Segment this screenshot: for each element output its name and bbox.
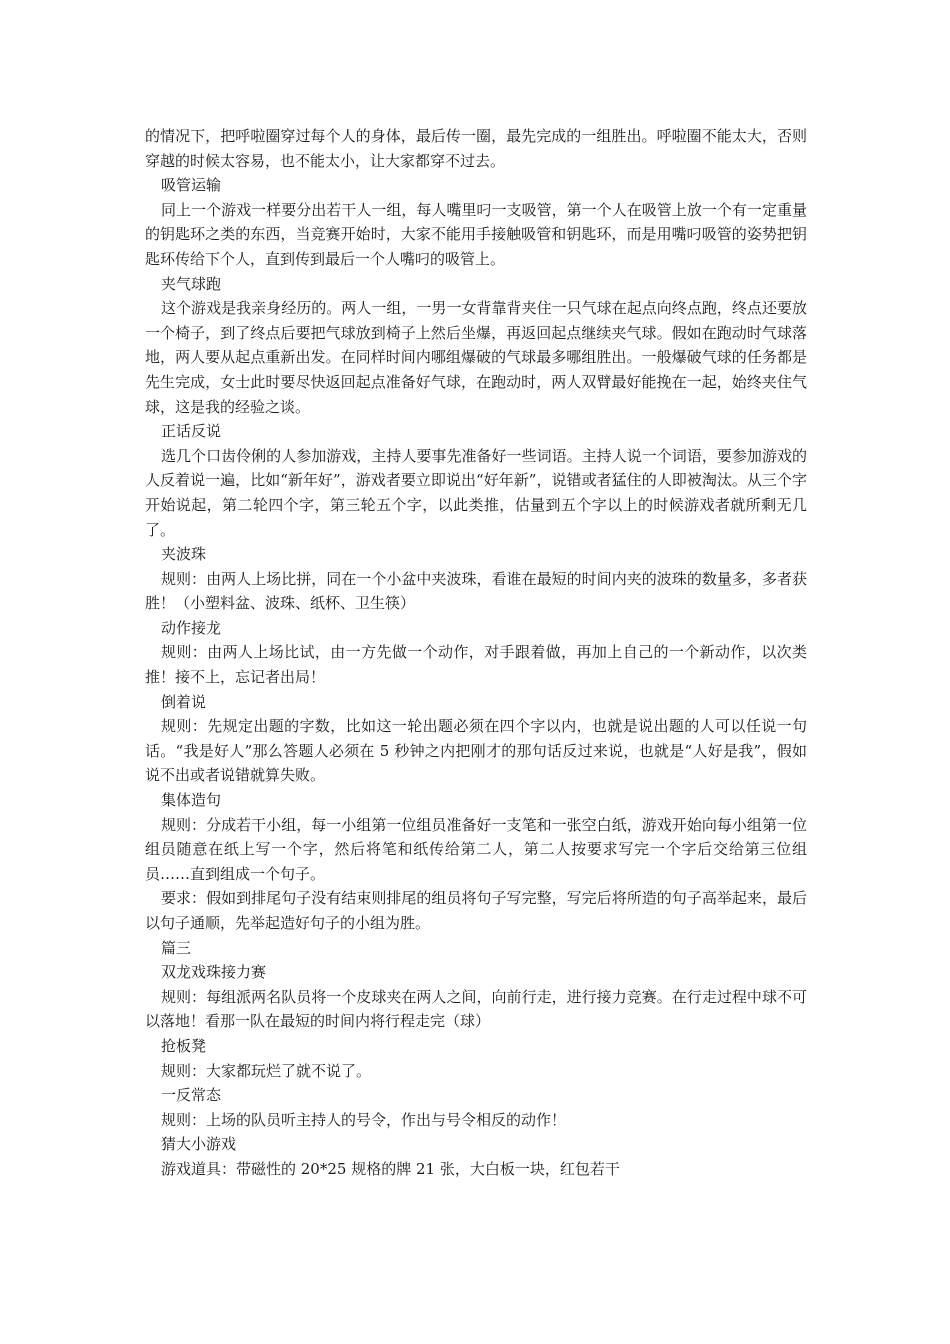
paragraph: 的情况下，把呼啦圈穿过每个人的身体，最后传一圈，最先完成的一组胜出。呼啦圈不能太大，否则穿越的时候太容易，也不能太小，让大家都穿不过去。 (145, 127, 807, 170)
paragraph: 规则：每组派两名队员将一个皮球夹在两人之间，向前行走，进行接力竞赛。在行走过程中球不可以落地！看那一队在最短的时间内将行程走完（球） (145, 987, 807, 1031)
section-heading: 倒着说 (161, 692, 207, 711)
paragraph: 规则：先规定出题的字数，比如这一轮出题必须在四个字以内，也就是说出题的人可以任说一句话。“我是好人”那么答题人必须在 5 秒钟之内把刚才的那句话反过来说，也就是“人好是我”，假如说不出或者说错就算失败。 (145, 717, 807, 785)
paragraph: 规则：大家都玩烂了就不说了。 (161, 1061, 372, 1080)
section-heading: 一反常态 (161, 1086, 222, 1105)
paragraph: 这个游戏是我亲身经历的。两人一组，一男一女背靠背夹住一只气球在起点向终点跑，终点还要放一个椅子，到了终点后要把气球放到椅子上然后坐爆，再返回起点继续夹气球。假如在跑动时气球落地，两人要从起点重新出发。在同样时间内哪组爆破的气球最多哪组胜出。一般爆破气球的任务都是先生完成，女士此时要尽快返回起点准备好气球，在跑动时，两人双臂最好能挽在一起，始终夹住气球，这是我的经验之谈。 (145, 299, 807, 416)
paragraph: 选几个口齿伶俐的人参加游戏，主持人要事先准备好一些词语。主持人说一个词语，要参加游戏的人反着说一遍，比如“新年好”，游戏者要立即说出“好年新”，说错或者猛住的人即被淘汰。从三个字开始说起，第二轮四个字，第三轮五个字，以此类推，估量到五个字以上的时候游戏者就所剩无几了。 (145, 446, 807, 539)
section-heading: 抢板凳 (161, 1036, 207, 1055)
paragraph: 游戏道具：带磁性的 20*25 规格的牌 21 张，大白板一块，红包若干 (161, 1159, 620, 1178)
section-heading: 猜大小游戏 (161, 1135, 237, 1154)
paragraph: 同上一个游戏一样要分出若干人一组，每人嘴里叼一支吸管，第一个人在吸管上放一个有一定重量的钥匙环之类的东西，当竞赛开始时，大家不能用手接触吸管和钥匙环，而是用嘴叼吸管的姿势把钥匙环传给下个人，直到传到最后一个人嘴叼的吸管上。 (145, 200, 807, 268)
section-heading: 动作接龙 (161, 618, 222, 637)
paragraph: 规则：分成若干小组，每一小组第一位组员准备好一支笔和一张空白纸，游戏开始向每小组第一位组员随意在纸上写一个字，然后将笔和纸传给第二人，第二人按要求写完一个字后交给第三位组员……直到组成一个句子。 (145, 815, 807, 883)
section-heading: 吸管运输 (161, 176, 222, 195)
part-heading: 篇三 (161, 938, 192, 957)
paragraph: 规则：由两人上场比拼，同在一个小盆中夹波珠，看谁在最短的时间内夹的波珠的数量多，多者获胜！（小塑料盆、波珠、纸杯、卫生筷） (145, 569, 807, 613)
paragraph: 规则：由两人上场比试，由一方先做一个动作，对手跟着做，再加上自己的一个新动作，以次类推！接不上，忘记者出局！ (145, 643, 807, 687)
section-heading: 双龙戏珠接力赛 (161, 963, 267, 982)
section-heading: 夹气球跑 (161, 274, 222, 293)
section-heading: 集体造句 (161, 791, 222, 810)
document-body (145, 124, 807, 1182)
section-heading: 正话反说 (161, 422, 222, 441)
paragraph: 要求：假如到排尾句子没有结束则排尾的组员将句子写完整，写完后将所造的句子高举起来，最后以句子通顺，先举起造好句子的小组为胜。 (145, 889, 807, 932)
paragraph: 规则：上场的队员听主持人的号令，作出与号令相反的动作！ (161, 1110, 567, 1129)
section-heading: 夹波珠 (161, 545, 207, 564)
